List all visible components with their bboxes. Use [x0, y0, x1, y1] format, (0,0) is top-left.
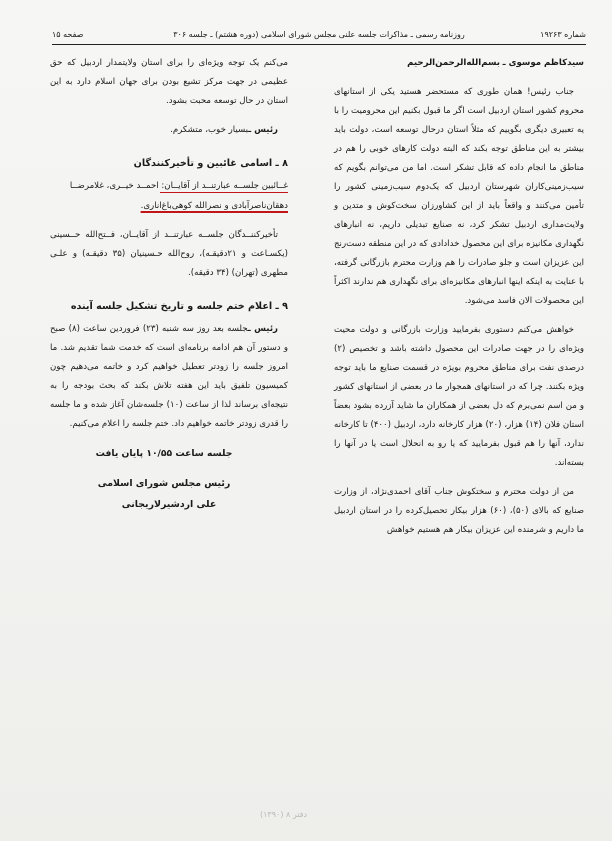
header-rule	[52, 44, 586, 45]
absentees-names: احمــد خیــری، غلامرضــا	[69, 181, 159, 191]
speaker-reply	[50, 121, 288, 140]
speaker-name: رئیس ـ	[247, 324, 278, 334]
faint-stamp: دفتر ۸ (۱۳۹۰)	[260, 810, 308, 819]
paragraph: خواهش می‌کنم دستوری بفرمایید وزارت بازرگانی و دولت محیت ویژه‌ای را در جهت صادرات این محصول داشته باشد و تخصیص (۲) درصدی نفت برای مناطق محروم بویژه در قسمت صنایع ما باید توجه ویژه بکنند. چرا که در استانهای همجوار ما در بعضی از استانهای کشور و من اسم نمی‌برم که دل بعضی از همکاران ما شاید آزرده بشود بعضاً استان فلان (۱۴) هزار، (۲۰) هزار کارخانه دارد، اردبیل (۴۰۰) تا کارخانه ندارد، آنها را هم قبول بفرمایید که یا رو به انحلال است یا در آنها را بسته‌اند.	[334, 325, 584, 468]
page-header	[52, 28, 586, 42]
reply-text: بسیار خوب، متشکرم.	[170, 125, 249, 135]
absentees-names-underlined: دهقان‌ناصرآبادی و نصرالله کوهی‌باغ‌اناری.	[140, 201, 288, 211]
session-end: جلسه ساعت ۱۰/۵۵ پایان یافت	[95, 448, 233, 459]
signature-block	[50, 473, 288, 515]
left-column	[50, 54, 288, 525]
header-title: روزنامه رسمی ـ مذاکرات جلسه علنی مجلس شورای اسلامی (دوره هشتم) ـ جلسه ۳۰۶	[173, 30, 465, 39]
paragraph: من از دولت محترم و سختکوش جناب آقای احمدی‌نژاد، از وزارت صنایع که بالای (۵۰)، (۶۰) هزار بیکار تحصیل‌کرده را در استان اردبیل ما داریم و شرمنده این عزیزان بیکار هم هستیم خواهش	[334, 487, 584, 535]
absentees-paragraph	[50, 177, 288, 216]
closing-paragraph	[50, 320, 288, 434]
red-underline-mark	[160, 192, 288, 193]
speaker-name: رئیس ـ	[248, 125, 278, 135]
late-paragraph: تأخیرکننــدگان جلســه عبارتنــد از آقایــان، فــتح‌الله حــسینی (یکسـاعت و ۲۱دقیقـه)، روح‌الله حـسینیان (۳۵ دقیقـه) و علـی مطهری (تهران) (۳۴ دقیقه).	[50, 230, 288, 278]
page-number: صفحه ۱۵	[52, 30, 84, 39]
speaker-name: سیدکاظم موسوی ـ	[502, 58, 584, 68]
closing-text: جلسه بعد روز سه شنبه (۲۳) فروردین ساعت (۸) صبح و دستور آن هم ادامه برنامه‌ای است که خدمت شما تقدیم شد. ما امروز جلسه را زودتر تعطیل خواهیم کرد و خاتمه می‌دهیم چون کمیسیون تلفیق باید این هفته تلاش بکند که بحث بودجه را به نتیجه‌ای برساند لذا از ساعت (۱۰) جلسه‌شان آغاز شده و ما جلسه را قدری زودتر خاتمه خواهیم داد. ختم جلسه را اعلام می‌کنیم.	[50, 324, 288, 429]
absentees-label: غــائبین جلســه عبارتنــد از آقایــان:	[161, 181, 288, 191]
section-heading-closing: ۹ ـ اعلام ختم جلسه و تاریخ تشکیل جلسه آینده	[70, 301, 288, 312]
paragraph: جناب رئیس! همان طوری که مستحضر هستید یکی از استانهای محروم کشور استان اردبیل است اگر ما قبول بکنیم این محرومیت را با یه تعبیری دیگری بگوییم که مثلاً استان درحال توسعه است، دولت باید بیشتر به این مناطق توجه بکند که البته دولت کارهای خوبی را هم در مناطق ما انجام داده که قابل تشکر است. اما من می‌توانم بگویم که سیب‌زمینی‌کاران شهرستان اردبیل که یک‌دوم سیب‌زمینی کشور را تأمین می‌کنند و واقعاً باید از این کشاورزان سخت‌کوش و متدین و ولایت‌مداری اردبیل تشکر کرد، نه صنایع تبدیلی داریم، نه انبارهای نگهداری مکانیزه برای این محصول خدادادی که در این منطقه دست‌رنج این عزیزان است و جلو صادرات را هم وزارت محترم بازرگانی گرفته، با عنایت به اینکه اینها انبارهای مکانیزه‌ای برای نگهداری هم ندارند اکثراً این محصولات الان فاسد می‌شود.	[334, 87, 584, 306]
signature-name: علی اردشیرلاریجانی	[121, 499, 217, 510]
bismillah: بسم‌الله‌الرحمن‌الرحیم	[407, 58, 500, 68]
paragraph: می‌کنم یک توجه ویژه‌ای را برای استان ولایتمدار اردبیل که حق عظیمی در جهت مرکز تشیع بودن برای جهان اسلام دارد به این استان در حال توسعه محبت بشود.	[50, 58, 288, 106]
speaker-paragraph	[334, 54, 584, 73]
right-column	[334, 54, 584, 550]
signature-title: رئیس مجلس شورای اسلامی	[97, 478, 231, 489]
issue-number: شماره ۱۹۲۶۳	[540, 30, 586, 39]
section-heading-absentees: ۸ ـ اسامی غائبین و تأخیرکنندگان	[133, 158, 288, 169]
